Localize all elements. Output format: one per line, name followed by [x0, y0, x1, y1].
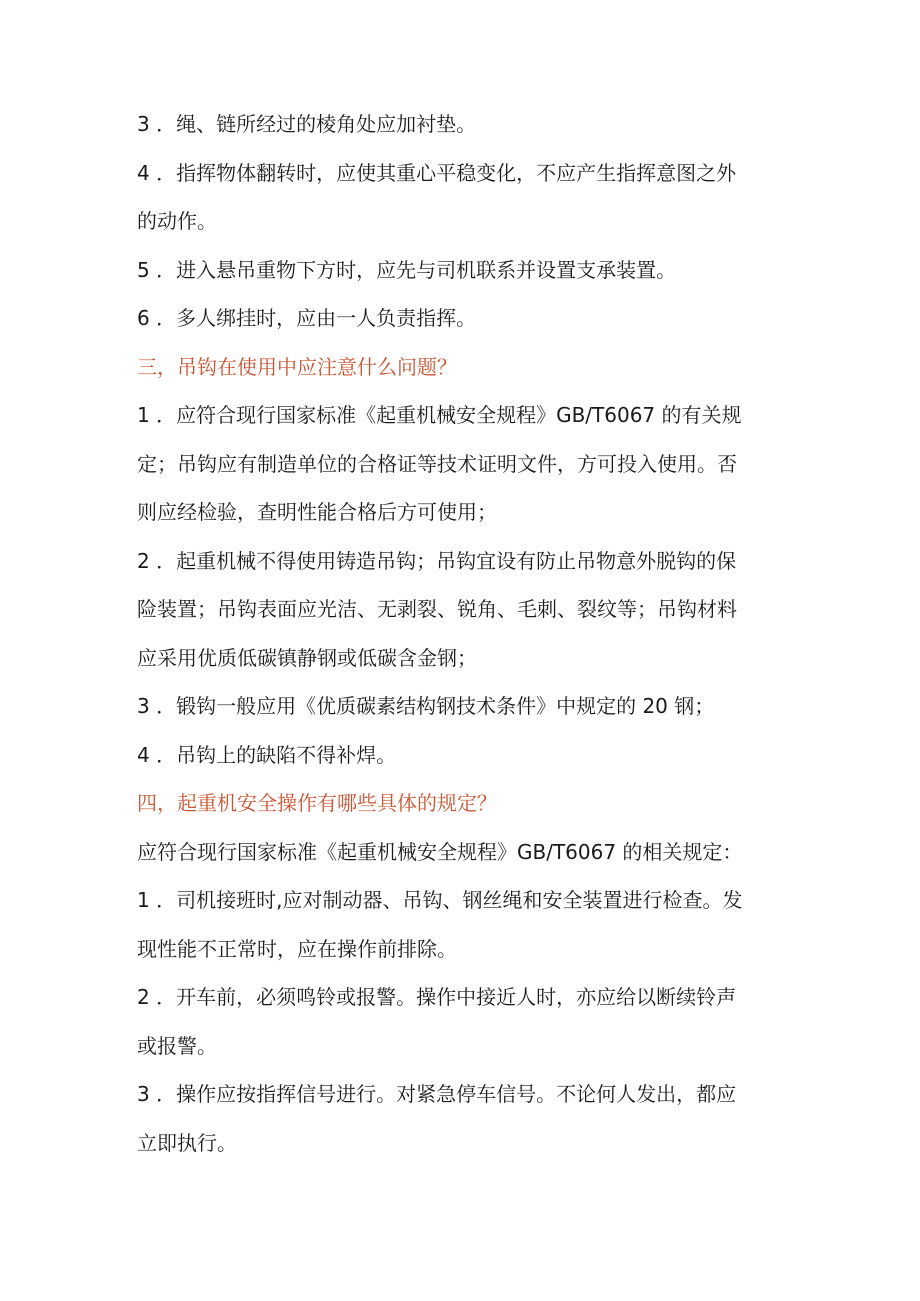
text-line: 4 ．吊钩上的缺陷不得补焊。 [137, 742, 397, 767]
text-line: 4 ．指挥物体翻转时，应使其重心平稳变化，不应产生指挥意图之外 [137, 160, 737, 185]
text-line: 3 ．操作应按指挥信号进行。对紧急停车信号。不论何人发出，都应 [137, 1082, 737, 1106]
document-page [137, 112, 787, 1179]
text-line: 1 ．司机接班时,应对制动器、吊钩、钢丝绳和安全装置进行检查。发 [137, 888, 743, 912]
text-line: 5 ．进入悬吊重物下方时，应先与司机联系并设置支承装置。 [137, 257, 677, 282]
text-line: 2 ．开车前，必须鸣铃或报警。操作中接近人时，亦应给以断续铃声 [137, 985, 737, 1009]
text-line: 的动作。 [137, 209, 217, 233]
text-line: 现性能不正常时，应在操作前排除。 [137, 936, 457, 961]
text-line: 立即执行。 [137, 1130, 237, 1155]
text-line: 险装置；吊钩表面应光洁、无剥裂、锐角、毛刺、裂纹等；吊钩材料 [137, 597, 737, 621]
text-line: 2 ．起重机械不得使用铸造吊钩；吊钩宜设有防止吊物意外脱钩的保 [137, 548, 737, 573]
text-line: 6 ．多人绑挂时，应由一人负责指挥。 [137, 306, 477, 330]
text-line: 3 ．绳、链所经过的棱角处应加衬垫。 [137, 112, 477, 136]
text-line: 则应经检验，查明性能合格后方可使用； [137, 500, 497, 524]
text-line: 应符合现行国家标准《起重机械安全规程》GB/T6067 的相关规定： [137, 839, 743, 864]
text-line: 1 ．应符合现行国家标准《起重机械安全规程》GB/T6067 的有关规 [137, 403, 742, 427]
text-line: 应采用优质低碳镇静钢或低碳含金钢； [137, 645, 477, 670]
text-line: 或报警。 [137, 1033, 217, 1058]
section-heading: 三，吊钩在使用中应注意什么问题？ [137, 354, 457, 379]
text-line: 定；吊钩应有制造单位的合格证等技术证明文件，方可投入使用。否 [137, 451, 737, 476]
text-line: 3 ．锻钩一般应用《优质碳素结构钢技术条件》中规定的 20 钢； [137, 694, 715, 718]
section-heading: 四，起重机安全操作有哪些具体的规定？ [137, 791, 497, 815]
